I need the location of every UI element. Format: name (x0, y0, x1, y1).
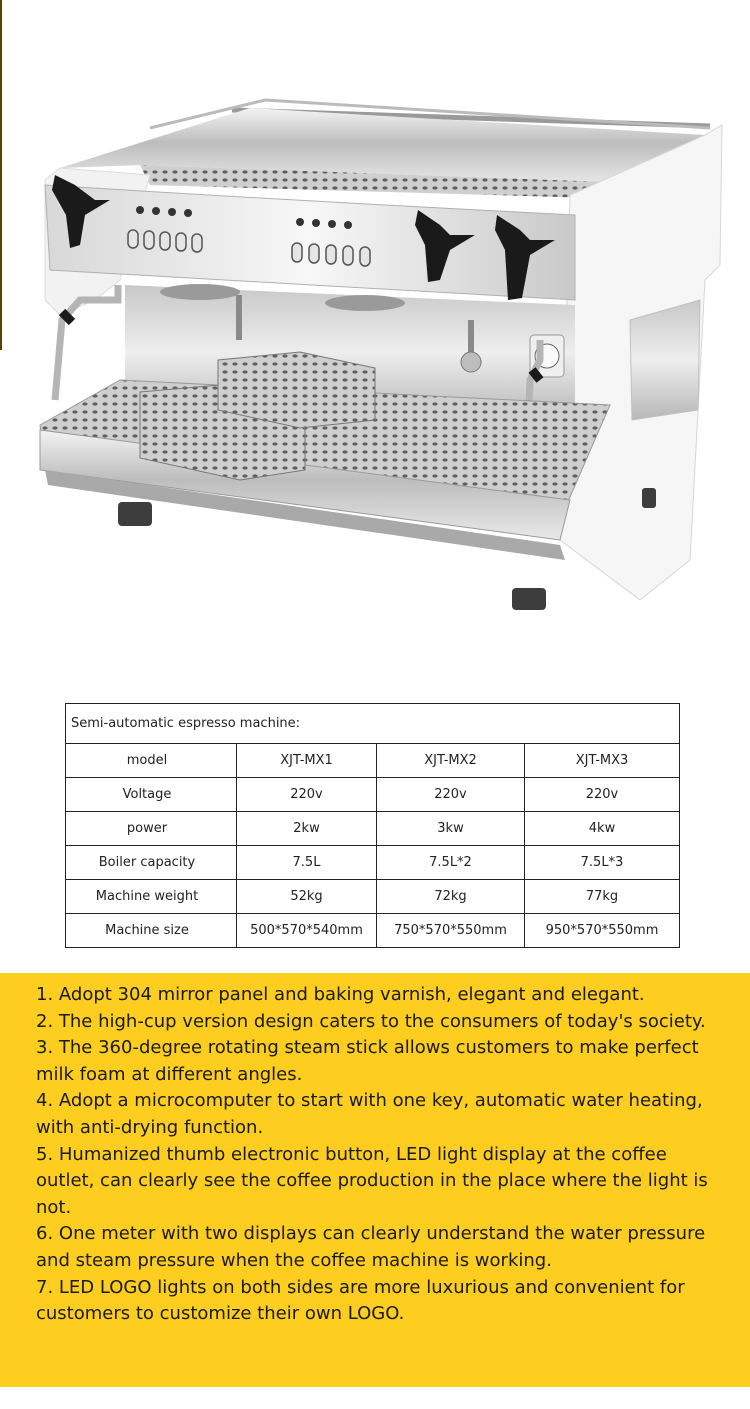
table-cell: 220v (525, 778, 680, 812)
feature-item: 1. Adopt 304 mirror panel and baking varnish, elegant and elegant. (36, 984, 645, 1005)
table-cell: 950*570*550mm (525, 914, 680, 948)
table-row (66, 846, 680, 880)
feature-item: 4. Adopt a microcomputer to start with one key, automatic water heating, with anti-drying function. (36, 1090, 703, 1138)
feature-item: 2. The high-cup version design caters to the consumers of today's society. (36, 1010, 706, 1032)
features-panel (0, 973, 750, 1387)
row-label: Machine size (66, 914, 237, 948)
table-cell: 500*570*540mm (237, 914, 377, 948)
table-cell: 220v (377, 778, 525, 812)
table-caption: Semi-automatic espresso machine: (66, 704, 680, 744)
table-cell: 77kg (525, 880, 680, 914)
row-label: power (66, 812, 237, 846)
row-label: Boiler capacity (66, 846, 237, 880)
table-cell: 7.5L*2 (377, 846, 525, 880)
table-cell: XJT-MX1 (237, 744, 377, 778)
table-cell: XJT-MX3 (525, 744, 680, 778)
table-cell: 72kg (377, 880, 525, 914)
row-label: model (66, 744, 237, 778)
table-caption-row (66, 704, 680, 744)
table-row (66, 914, 680, 948)
table-row (66, 812, 680, 846)
table-row (66, 880, 680, 914)
espresso-machine-illustration (0, 0, 750, 690)
feature-list (0, 973, 750, 1328)
table-cell: 2kw (237, 812, 377, 846)
table-cell: 52kg (237, 880, 377, 914)
spec-table (65, 703, 680, 948)
table-cell: 220v (237, 778, 377, 812)
feature-item: 7. LED LOGO lights on both sides are more luxurious and convenient for customers to customize their own LOGO. (36, 1276, 685, 1325)
feature-item: 3. The 360-degree rotating steam stick allows customers to make perfect milk foam at different angles. (36, 1037, 699, 1085)
feature-item: 5. Humanized thumb electronic button, LED light display at the coffee outlet, can clearly see the coffee production in the place where the light is not. (36, 1143, 708, 1218)
product-photo (0, 0, 750, 690)
table-cell: 7.5L*3 (525, 846, 680, 880)
table-row (66, 778, 680, 812)
table-cell: XJT-MX2 (377, 744, 525, 778)
table-cell: 3kw (377, 812, 525, 846)
decorative-bar (0, 0, 2, 350)
table-cell: 7.5L (237, 846, 377, 880)
row-label: Machine weight (66, 880, 237, 914)
table-cell: 750*570*550mm (377, 914, 525, 948)
table-cell: 4kw (525, 812, 680, 846)
table-row (66, 744, 680, 778)
feature-item: 6. One meter with two displays can clearly understand the water pressure and steam pressure when the coffee machine is working. (36, 1223, 706, 1271)
row-label: Voltage (66, 778, 237, 812)
